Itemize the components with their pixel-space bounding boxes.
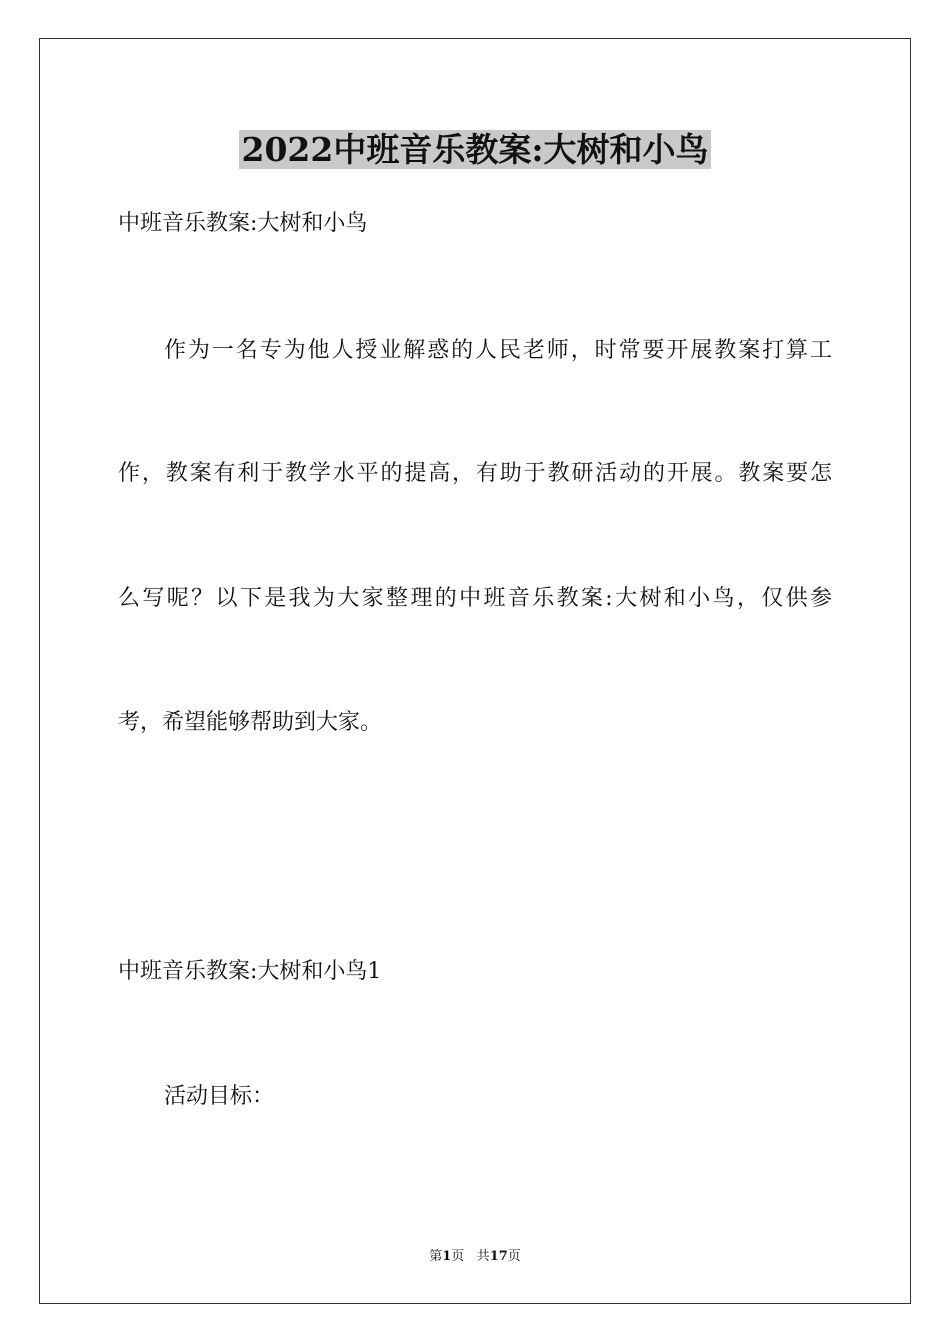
document-subtitle: 中班音乐教案:大树和小鸟 — [118, 211, 368, 236]
section-heading: 中班音乐教案:大树和小鸟1 — [118, 959, 382, 984]
total-pages: 17 — [489, 1249, 508, 1264]
paragraph-line: 作为一名专为他人授业解惑的人民老师，时常要开展教案打算工 — [164, 338, 832, 363]
paragraph-line: 作，教案有利于教学水平的提高，有助于教研活动的开展。教案要怎 — [118, 461, 832, 486]
page-prefix: 第 — [429, 1249, 443, 1264]
document-title-text: 2022中班音乐教案:大树和小鸟 — [241, 130, 709, 169]
total-suffix: 页 — [507, 1249, 521, 1264]
document-title — [0, 128, 950, 172]
total-prefix: 共 — [476, 1249, 490, 1264]
activity-goal-label: 活动目标： — [164, 1084, 275, 1109]
page-footer — [0, 1248, 950, 1266]
paragraph-line: 么写呢？以下是我为大家整理的中班音乐教案:大树和小鸟，仅供参 — [118, 586, 832, 611]
paragraph-line: 考，希望能够帮助到大家。 — [118, 710, 383, 735]
page-number: 1 — [442, 1249, 452, 1264]
page-suffix: 页 — [451, 1249, 465, 1264]
